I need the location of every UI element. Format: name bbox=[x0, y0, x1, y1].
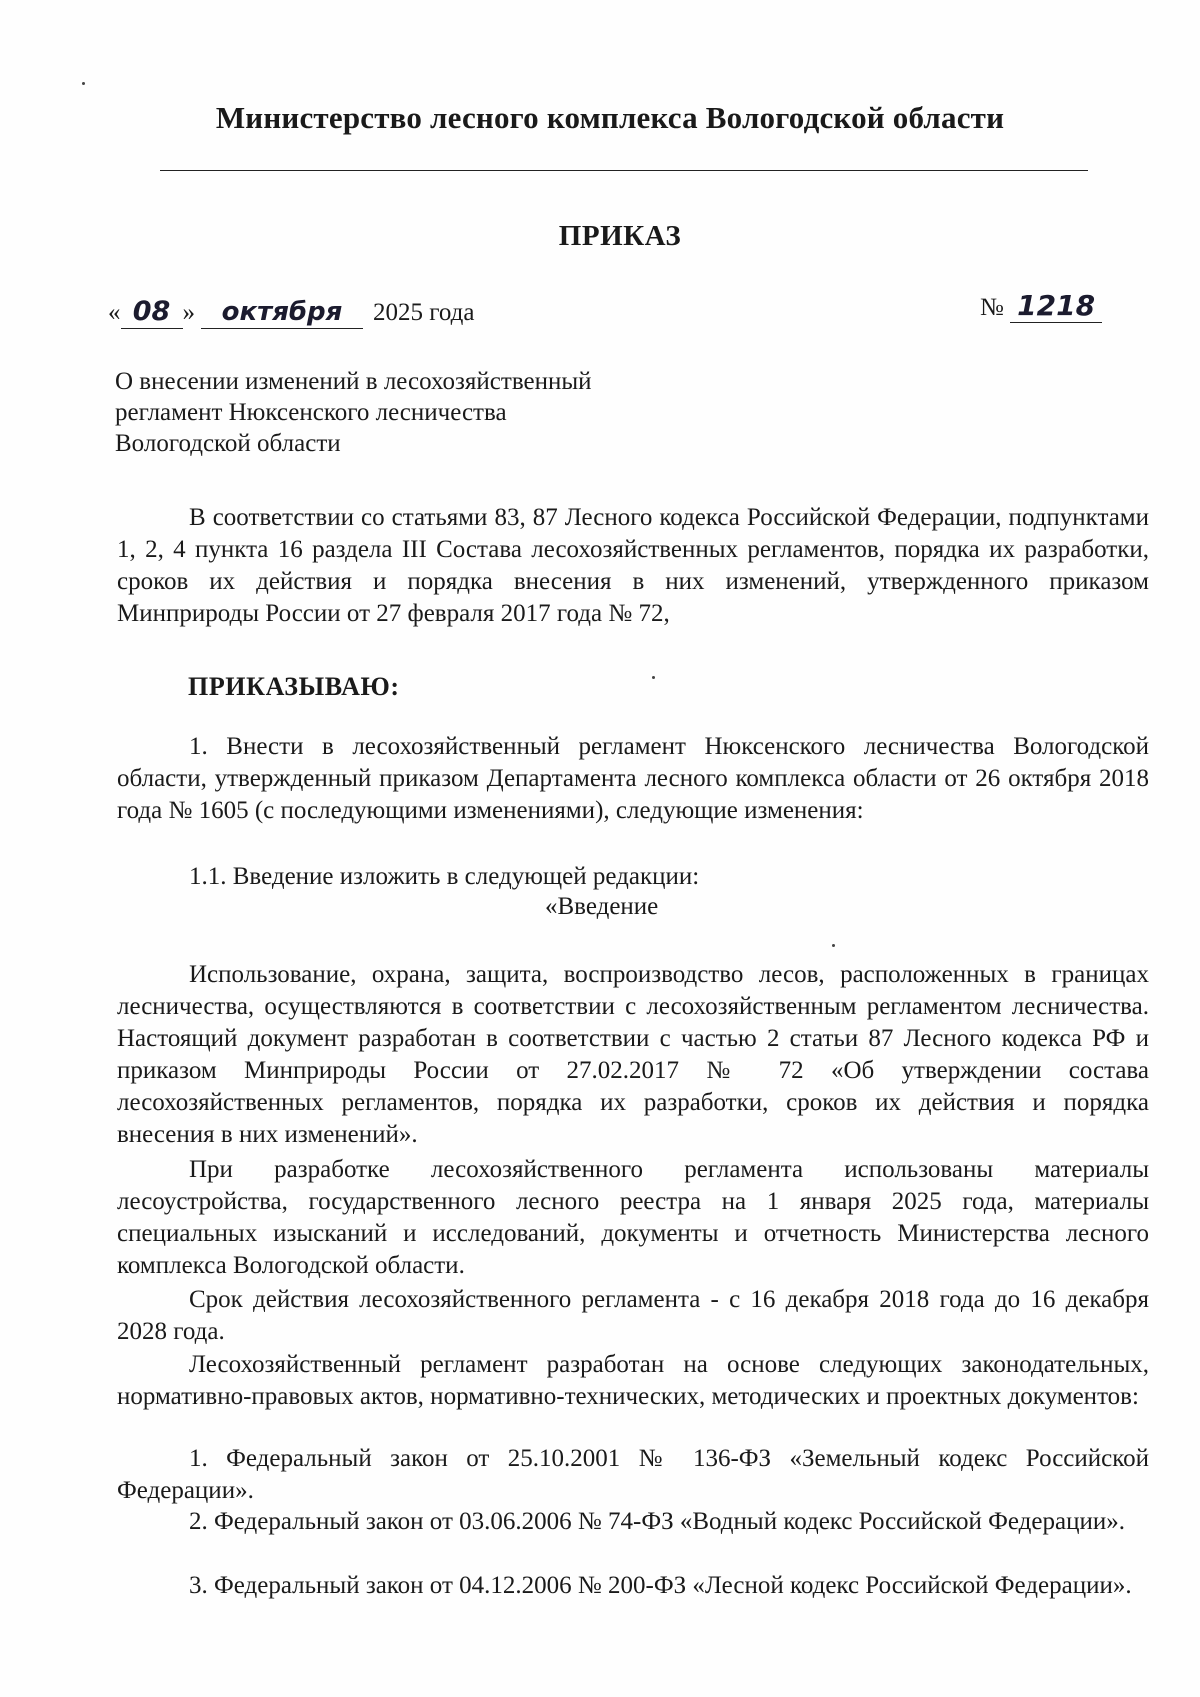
term-paragraph: Срок действия лесохозяйственного регламента - с 16 декабря 2018 года до 16 декабря 2028 года. bbox=[117, 1286, 1149, 1345]
subject-line: Вологодской области bbox=[115, 430, 341, 457]
materials-paragraph: При разработке лесохозяйственного регламента использованы материалы лесоустройства, государственного лесного реестра на 1 января 2025 года, материалы специальных изысканий и исследований, документы и отчетность Министерства лесного комплекса Вологодской области. bbox=[117, 1156, 1149, 1279]
law-list-item: 2. Федеральный закон от 03.06.2006 № 74-ФЗ «Водный кодекс Российской Федерации». bbox=[189, 1508, 1125, 1535]
date-line bbox=[108, 296, 474, 336]
subject-line: регламент Нюксенского лесничества bbox=[115, 399, 507, 426]
law-list-item: 3. Федеральный закон от 04.12.2006 № 200-ФЗ «Лесной кодекс Российской Федерации». bbox=[189, 1572, 1132, 1599]
order-subject bbox=[115, 366, 755, 459]
handwritten-order-number: 1218 bbox=[1010, 290, 1102, 323]
handwritten-month: октября bbox=[201, 296, 363, 329]
handwritten-day: 08 bbox=[121, 296, 183, 329]
introduction-title: «Введение bbox=[545, 893, 659, 920]
preamble-paragraph: В соответствии со статьями 83, 87 Лесного кодекса Российской Федерации, подпунктами 1, 2, 4 пункта 16 раздела III Состава лесохозяйственных регламентов, порядка их разработки, сроков их действия и порядка внесения в них изменений, утвержденного приказом Минприроды России от 27 февраля 2017 года № 72, bbox=[117, 504, 1149, 627]
document-type-title: ПРИКАЗ bbox=[558, 220, 682, 252]
law-list-item: 1. Федеральный закон от 25.10.2001 № 136-ФЗ «Земельный кодекс Российской Федерации». bbox=[117, 1445, 1149, 1504]
item-1-paragraph: 1. Внести в лесохозяйственный регламент Нюксенского лесничества Вологодской области, утвержденный приказом Департамента лесного комплекса области от 26 октября 2018 года № 1605 (с последующими изменениями), следующие изменения: bbox=[117, 733, 1149, 824]
order-directive-heading: ПРИКАЗЫВАЮ: bbox=[188, 672, 400, 701]
date-open-quote: « bbox=[108, 299, 121, 326]
ministry-name: Министерство лесного комплекса Вологодской области bbox=[215, 100, 1005, 135]
order-number-line bbox=[980, 290, 1102, 323]
number-sign: № bbox=[980, 294, 1004, 321]
subject-line: О внесении изменений в лесохозяйственный bbox=[115, 368, 592, 395]
intro-paragraph: Использование, охрана, защита, воспроизводство лесов, расположенных в границах лесничества, осуществляются в соответствии с лесохозяйственным регламентом лесничества. Настоящий документ разработан в соответствии с частью 2 статьи 87 Лесного кодекса РФ и приказом Минприроды России от 27.02.2017 № 72 «Об утверждении состава лесохозяйственных регламентов, порядка их разработки, сроков их действия и порядка внесения в них изменений». bbox=[117, 961, 1149, 1148]
scan-speck bbox=[832, 944, 835, 947]
date-year-text: 2025 года bbox=[373, 299, 475, 326]
scan-speck bbox=[652, 676, 655, 679]
header-rule bbox=[160, 170, 1088, 171]
item-1-1-paragraph: 1.1. Введение изложить в следующей редакции: bbox=[189, 863, 700, 890]
basis-paragraph: Лесохозяйственный регламент разработан на основе следующих законодательных, нормативно-правовых актов, нормативно-технических, методических и проектных документов: bbox=[117, 1351, 1149, 1410]
date-close-quote: » bbox=[182, 299, 195, 326]
scan-speck bbox=[82, 82, 85, 85]
